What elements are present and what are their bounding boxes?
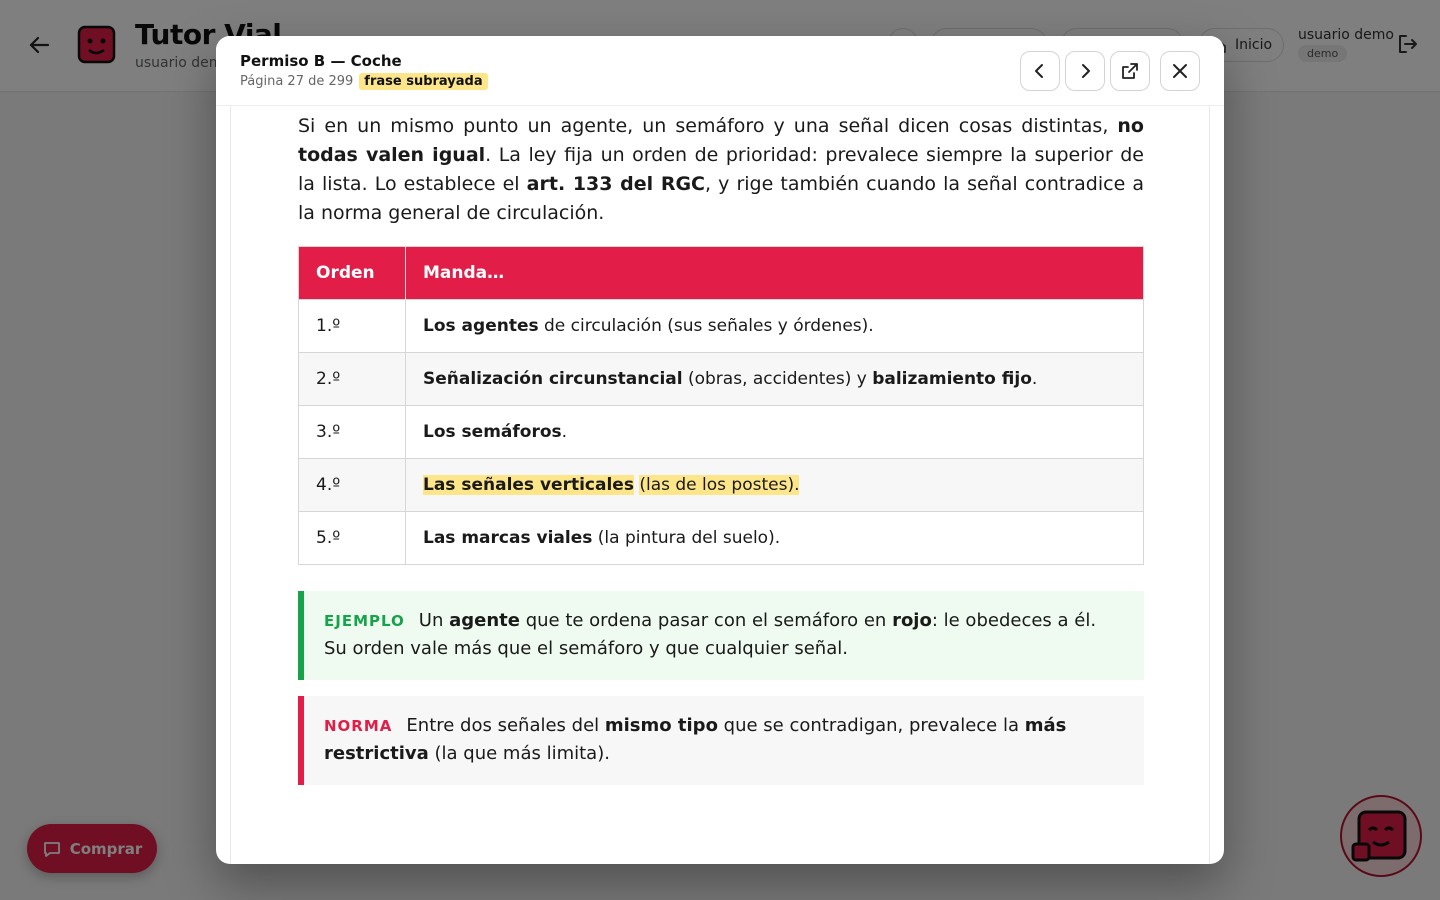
order-cell: 3.º [299,406,406,459]
table-row [299,512,1144,565]
order-cell: 2.º [299,353,406,406]
command-cell [406,300,1144,353]
example-text-3: : le obedeces a él. Su orden vale más que el semáforo y que cualquier señal. [324,610,1097,659]
close-icon [1171,62,1189,80]
column-header-command: Manda… [406,247,1144,300]
table-row [299,406,1144,459]
open-external-button[interactable] [1110,51,1150,91]
external-link-icon [1121,62,1139,80]
command-rest: de circulación (sus señales y órdenes). [538,316,874,336]
page-content [298,106,1144,785]
example-bold-1: agente [449,610,520,631]
highlighted-phrase: Las señales verticales [423,475,634,495]
example-callout [298,591,1144,680]
previous-page-button[interactable] [1020,51,1060,91]
intro-text-2: . La ley fija un orden de prioridad: prevalece siempre la superior de la lista. Lo establece el [298,144,1144,195]
intro-text-3: , y rige también cuando la señal contradice a la norma general de circulación. [298,173,1144,224]
command-rest: . [561,422,568,442]
table-row [299,459,1144,512]
highlighted-phrase-rest: (las de los postes). [639,475,800,495]
command-cell [406,512,1144,565]
command-cell [406,406,1144,459]
norm-tag: NORMA [324,717,393,735]
intro-text-1: Si en un mismo punto un agente, un semáforo y una señal dicen cosas distintas, [298,115,1118,137]
next-page-button[interactable] [1065,51,1105,91]
command-mid: (obras, accidentes) y [682,369,873,389]
example-text-2: que te ordena pasar con el semáforo en [519,610,893,631]
priority-table [298,246,1144,565]
modal-header [216,36,1224,106]
norm-callout [298,696,1144,785]
column-header-order: Orden [299,247,406,300]
command-cell [406,353,1144,406]
norm-text-3: (la que más limita). [428,743,610,764]
norm-bold-1: mismo tipo [604,715,718,736]
command-bold: Las marcas viales [423,528,593,548]
order-cell: 5.º [299,512,406,565]
command-cell [406,459,1144,512]
table-row [299,300,1144,353]
modal-title: Permiso B — Coche [240,52,402,70]
document-page [230,106,1210,864]
command-rest: (la pintura del suelo). [592,528,781,548]
close-button[interactable] [1160,51,1200,91]
page-indicator: Página 27 de 299 [240,74,354,89]
example-bold-2: rojo [892,610,932,631]
norm-text-2: que se contradigan, prevalece la [717,715,1025,736]
example-text-1: Un [418,610,450,631]
document-viewer-modal [216,36,1224,864]
intro-bold-1: no todas valen igual [298,115,1144,166]
intro-paragraph [298,112,1144,228]
intro-bold-2: art. 133 del RGC [526,173,705,195]
table-row [299,353,1144,406]
chevron-right-icon [1076,62,1094,80]
order-cell: 1.º [299,300,406,353]
modal-meta [240,73,488,90]
norm-text-1: Entre dos señales del [406,715,605,736]
command-bold: Los agentes [423,316,539,336]
order-cell: 4.º [299,459,406,512]
example-tag: EJEMPLO [324,612,405,630]
highlight-badge: frase subrayada [359,73,487,90]
table-header-row [299,247,1144,300]
command-bold: Los semáforos [423,422,562,442]
norm-bold-2: más restrictiva [324,715,1067,764]
chevron-left-icon [1031,62,1049,80]
norm-accent-bar [298,696,304,785]
example-accent-bar [298,591,304,680]
command-rest: . [1031,369,1038,389]
command-bold-2: balizamiento fijo [872,369,1032,389]
command-bold: Señalización circunstancial [423,369,683,389]
